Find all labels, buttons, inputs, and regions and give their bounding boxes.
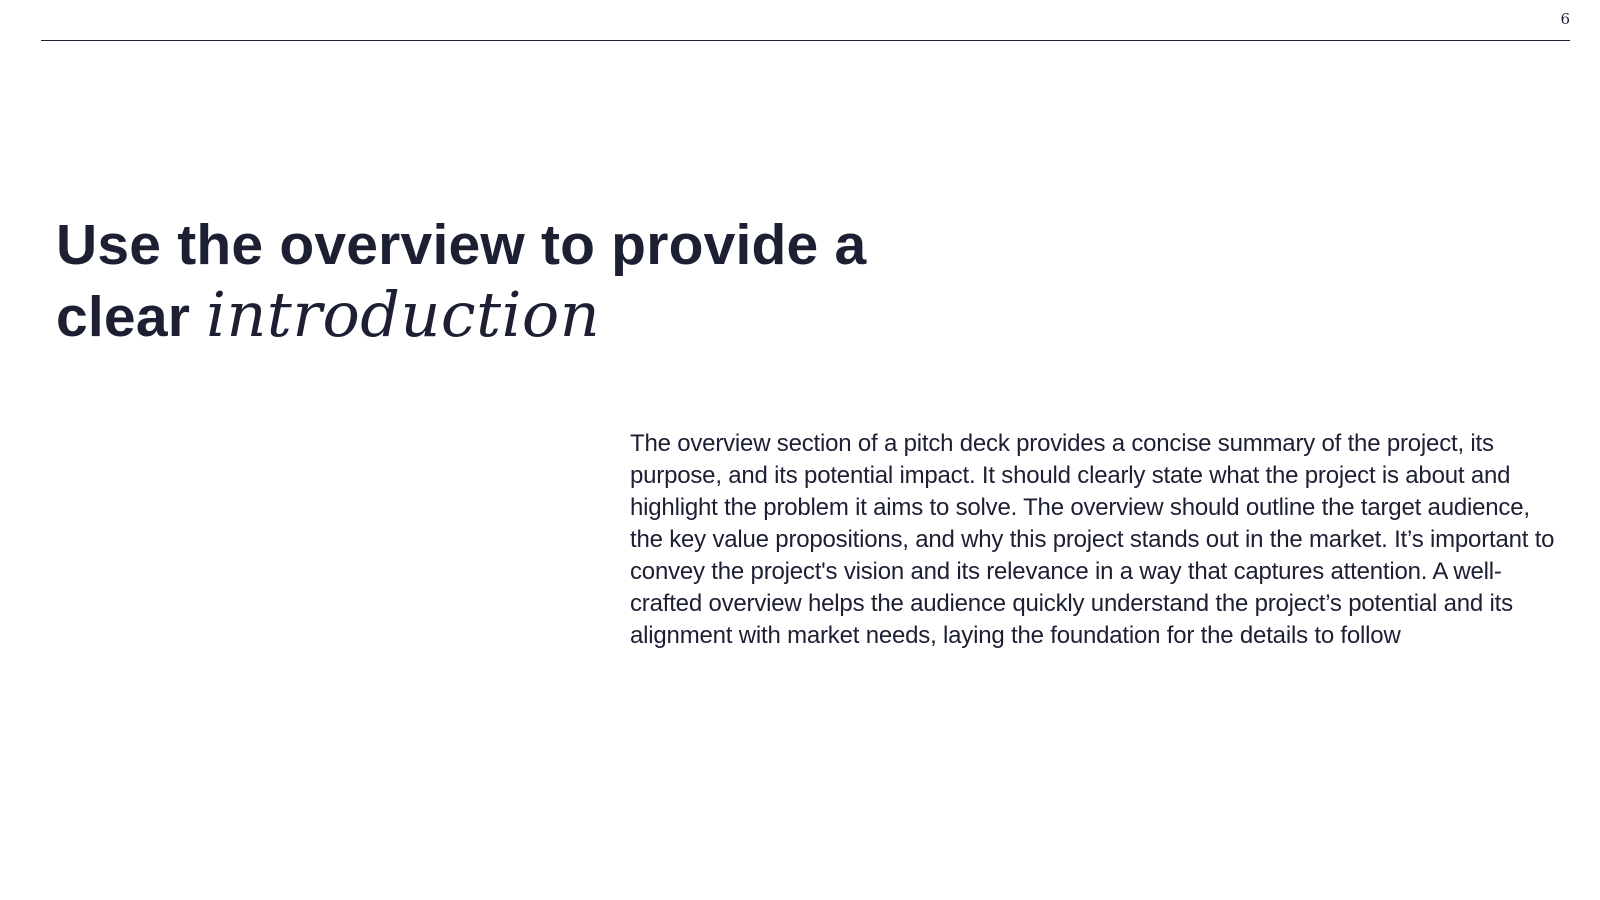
overview-body-text: The overview section of a pitch deck provides a concise summary of the project, its purpose, and its potential impact. It should clearly state what the project is about and highlight the problem it aims to solve. The overview should outline the target audience, the key value propositions, and why this project stands out in the market. It’s important to convey the project's vision and its relevance in a way that captures attention. A well-crafted overview helps the audience quickly understand the project’s potential and its alignment with market needs, laying the foundation for the details to follow [630, 430, 1555, 649]
page-number: 6 [1560, 10, 1570, 28]
slide-title [56, 210, 1056, 352]
title-emphasis-word: introduction [206, 278, 601, 351]
title-plain-word: clear [56, 285, 191, 349]
header-divider [41, 40, 1570, 41]
title-line-1: Use the overview to provide a [56, 213, 867, 277]
title-line-2 [56, 280, 1056, 352]
